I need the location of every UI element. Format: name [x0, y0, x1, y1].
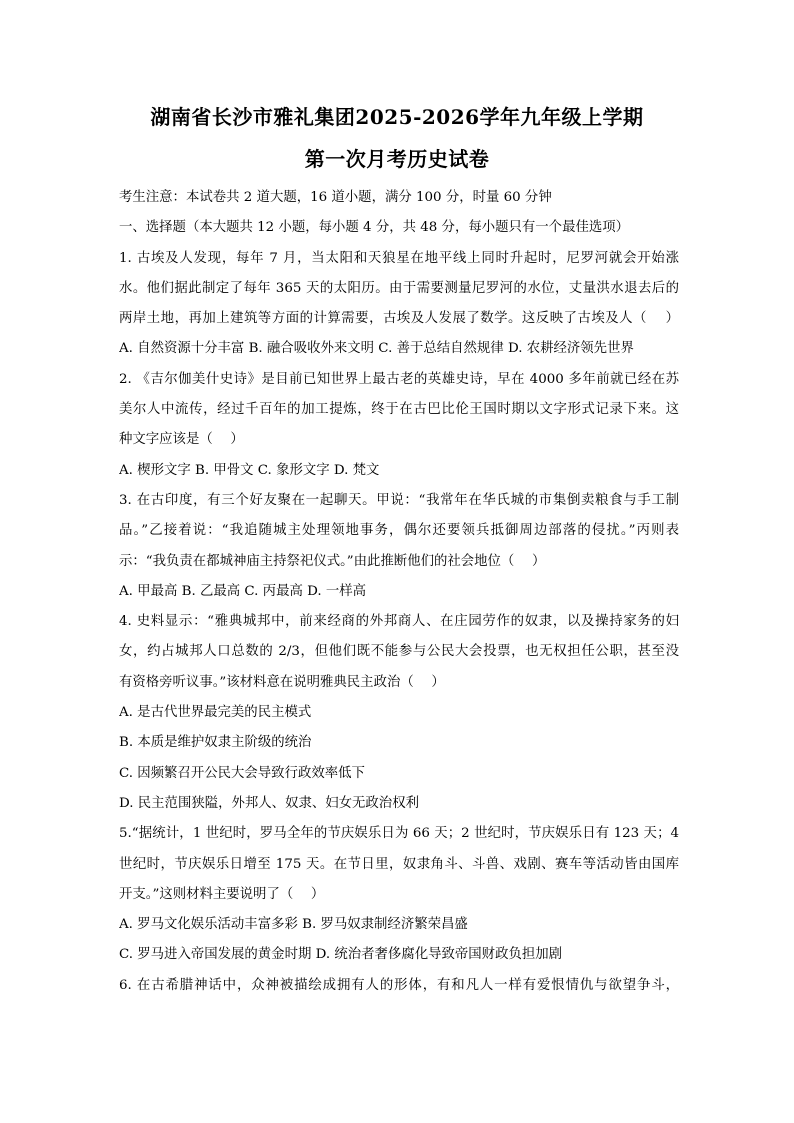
- question-6-text: 6. 在古希腊神话中，众神被描绘成拥有人的形体，有和凡人一样有爱恨情仇与欲望争斗，: [119, 977, 679, 993]
- question-2-text: 2. 《吉尔伽美什史诗》是目前已知世界上最古老的英雄史诗，早在 4000 多年前就已经在苏: [119, 371, 679, 387]
- question-1-options: A. 自然资源十分丰富 B. 融合吸收外来文明 C. 善于总结自然规律 D. 农耕经济领先世界: [119, 341, 634, 357]
- question-2-text: 美尔人中流传，经过千百年的加工提炼，终于在古巴比伦王国时期以文字形式记录下来。这: [119, 402, 679, 418]
- question-2-text: 种文字应该是（ ）: [119, 432, 244, 448]
- question-1-text: 两岸土地，再加上建筑等方面的计算需要，古埃及人发展了数学。这反映了古埃及人（ ）: [119, 311, 679, 327]
- exam-title: 湖南省长沙市雅礼集团2025-2026学年九年级上学期: [150, 105, 644, 129]
- question-3-options: A. 甲最高 B. 乙最高 C. 丙最高 D. 一样高: [119, 583, 367, 599]
- question-3-text: 3. 在古印度，有三个好友聚在一起聊天。甲说：“我常年在华氏城的市集倒卖粮食与手工制: [119, 492, 679, 508]
- question-1-text: 水。他们据此制定了每年 365 天的太阳历。由于需要测量尼罗河的水位，丈量洪水退去后的: [119, 280, 679, 296]
- question-4-text: 4. 史料显示：“雅典城邦中，前来经商的外邦商人、在庄园劳作的奴隶，以及操持家务的妇: [119, 614, 679, 630]
- question-5-options: A. 罗马文化娱乐活动丰富多彩 B. 罗马奴隶制经济繁荣昌盛: [119, 917, 468, 933]
- question-3-text: 品。”乙接着说：“我追随城主处理领地事务，偶尔还要领兵抵御周边部落的侵扰。”丙则表: [119, 523, 679, 539]
- exam-subtitle: 第一次月考历史试卷: [304, 147, 490, 171]
- exam-notice: 考生注意：本试卷共 2 道大题，16 道小题，满分 100 分，时量 60 分钟: [119, 190, 552, 205]
- section-heading: 一、选择题（本大题共 12 小题，每小题 4 分，共 48 分，每小题只有一个最佳选项）: [119, 220, 630, 236]
- question-4-option-a: A. 是古代世界最完美的民主模式: [119, 705, 312, 721]
- question-5-text: 5.“据统计，1 世纪时，罗马全年的节庆娱乐日为 66 天；2 世纪时，节庆娱乐日有 123 天；4: [119, 826, 679, 842]
- question-5-text: 开支。”这则材料主要说明了（ ）: [119, 886, 325, 902]
- question-4-text: 女，约占城邦人口总数的 2/3，但他们既不能参与公民大会投票，也无权担任公职，甚至没: [119, 644, 679, 660]
- question-2-options: A. 楔形文字 B. 甲骨文 C. 象形文字 D. 梵文: [119, 462, 380, 478]
- question-4-option-c: C. 因频繁召开公民大会导致行政效率低下: [119, 765, 365, 781]
- question-5-options: C. 罗马进入帝国发展的黄金时期 D. 统治者奢侈腐化导致帝国财政负担加剧: [119, 947, 563, 963]
- question-3-text: 示：“我负责在都城神庙主持祭祀仪式。”由此推断他们的社会地位（ ）: [119, 553, 546, 569]
- question-4-text: 有资格旁听议事。”该材料意在说明雅典民主政治（ ）: [119, 674, 445, 690]
- exam-body: [119, 183, 679, 1001]
- question-1-text: 1. 古埃及人发现，每年 7 月，当太阳和天狼星在地平线上同时升起时，尼罗河就会开始涨: [119, 250, 679, 266]
- question-5-text: 世纪时，节庆娱乐日增至 175 天。在节日里，奴隶角斗、斗兽、戏剧、赛车等活动皆由国库: [119, 856, 679, 872]
- question-4-option-d: D. 民主范围狭隘，外邦人、奴隶、妇女无政治权利: [119, 795, 419, 811]
- question-4-option-b: B. 本质是维护奴隶主阶级的统治: [119, 735, 312, 751]
